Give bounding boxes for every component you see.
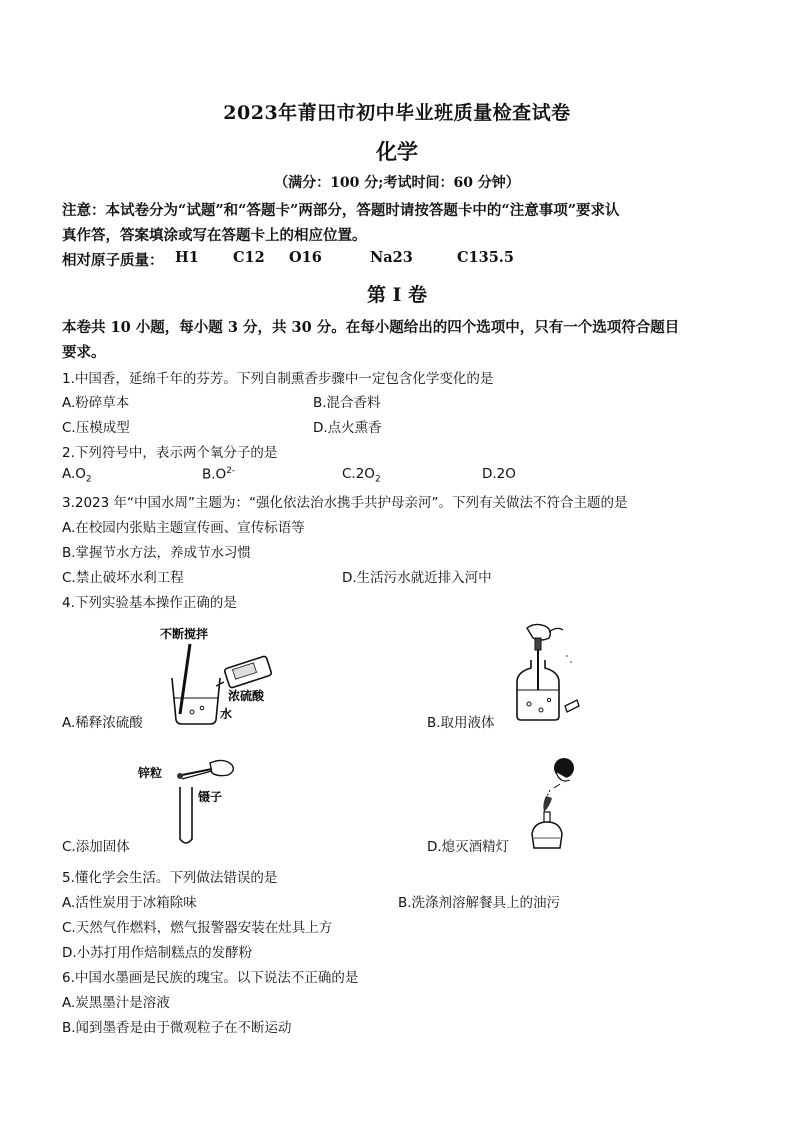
q5-option-d: D.小苏打用作焙制糕点的发酵粉 [62,945,253,961]
notice-line-2: 真作答，答案填涂或写在答题卡上的相应位置。 [62,227,367,244]
q2-option-d: D.2O [482,466,516,482]
fig-c-label-tweezers: 镊子 [198,790,223,804]
q4-option-b: B.取用液体 [427,715,495,731]
atomic-mass-h: H1 [175,249,199,266]
q3-stem: 3.2023 年“中国水周”主题为：“强化依法治水携手共护母亲河”。下列有关做法不符合主题的是 [62,495,628,511]
q2-option-b-main: B.O [202,466,227,483]
q1-option-b: B.混合香料 [313,395,381,411]
q3-option-a: A.在校园内张贴主题宣传画、宣传标语等 [62,520,305,536]
zinc-granule-icon [177,773,183,779]
q2-stem: 2.下列符号中，表示两个氧分子的是 [62,445,278,461]
q2-option-c [342,466,381,485]
stopper-icon [565,700,579,712]
q2-option-c-sub: 2 [374,474,381,485]
section-instruction-1: 本卷共 10 小题，每小题 3 分，共 30 分。在每小题给出的四个选项中，只有一个选项符合题目 [62,319,680,336]
q2-option-a-sub: 2 [85,474,92,485]
q6-option-b: B.闻到墨香是由于微观粒子在不断运动 [62,1020,292,1036]
hand-icon [210,760,233,775]
q5-option-b: B.洗涤剂溶解餐具上的油污 [398,895,561,911]
q1-option-d: D.点火熏香 [313,420,382,436]
alcohol-lamp-icon [532,822,562,848]
fig-dilute-acid [150,622,300,726]
q1-option-c: C.压模成型 [62,420,130,436]
acid-bottle-icon [216,656,272,689]
atomic-mass-na: Na23 [370,249,413,266]
q5-option-c: C.天然气作燃料，燃气报警器安装在灶具上方 [62,920,333,936]
section-title: 第 I 卷 [366,284,428,306]
q6-option-a: A.炭黑墨汁是溶液 [62,995,170,1011]
atomic-mass-label: 相对原子质量： [62,252,164,269]
q1-stem: 1.中国香，延绵千年的芬芳。下列自制熏香步骤中一定包含化学变化的是 [62,371,494,387]
atomic-mass-cl: C135.5 [457,249,514,266]
q2-option-b [202,466,235,483]
exam-info: （满分：100 分;考试时间：60 分钟） [274,175,520,191]
q5-stem: 5.懂化学会生活。下列做法错误的是 [62,870,278,886]
glass-rod-icon [180,644,190,714]
q4-stem: 4.下列实验基本操作正确的是 [62,595,237,611]
q2-option-c-main: C.2O [342,466,375,482]
q6-stem: 6.中国水墨画是民族的瑰宝。以下说法不正确的是 [62,970,359,986]
notice-line-1: 注意：本试卷分为“试题”和“答题卡”两部分，答题时请按答题卡中的“注意事项”要求认 [62,202,620,219]
q5-option-a: A.活性炭用于冰箱除味 [62,895,197,911]
q4-option-d: D.熄灭酒精灯 [427,839,510,855]
fig-extinguish-lamp [520,754,590,854]
fig-take-liquid [505,620,585,724]
test-tube-icon [180,787,192,843]
fig-a-label-water: 水 [220,707,233,721]
q2-option-b-sup: 2- [226,466,236,476]
atomic-mass-c: C12 [233,249,265,266]
beaker-icon [172,678,220,724]
dropper-bulb-icon [535,638,541,650]
exam-title: 2023年莆田市初中毕业班质量检查试卷 [223,102,571,124]
atomic-mass-o: O16 [289,249,322,266]
section-instruction-2: 要求。 [62,344,106,361]
q4-option-a: A.稀释浓硫酸 [62,715,143,731]
q4-option-c: C.添加固体 [62,839,130,855]
q3-option-d: D.生活污水就近排入河中 [342,570,492,586]
q1-option-a: A.粉碎草本 [62,395,130,411]
fig-a-label-acid: 浓硫酸 [228,689,265,703]
q3-option-c: C.禁止破坏水利工程 [62,570,184,586]
q2-option-a-main: A.O [62,466,86,482]
q2-option-a [62,466,92,485]
fig-add-solid [134,755,244,851]
fig-a-label-stir: 不断搅拌 [160,627,209,641]
q3-option-b: B.掌握节水方法，养成节水习惯 [62,545,252,561]
subject-title: 化学 [376,139,418,164]
flame-icon [543,796,552,812]
fig-c-label-zinc: 锌粒 [138,766,163,780]
